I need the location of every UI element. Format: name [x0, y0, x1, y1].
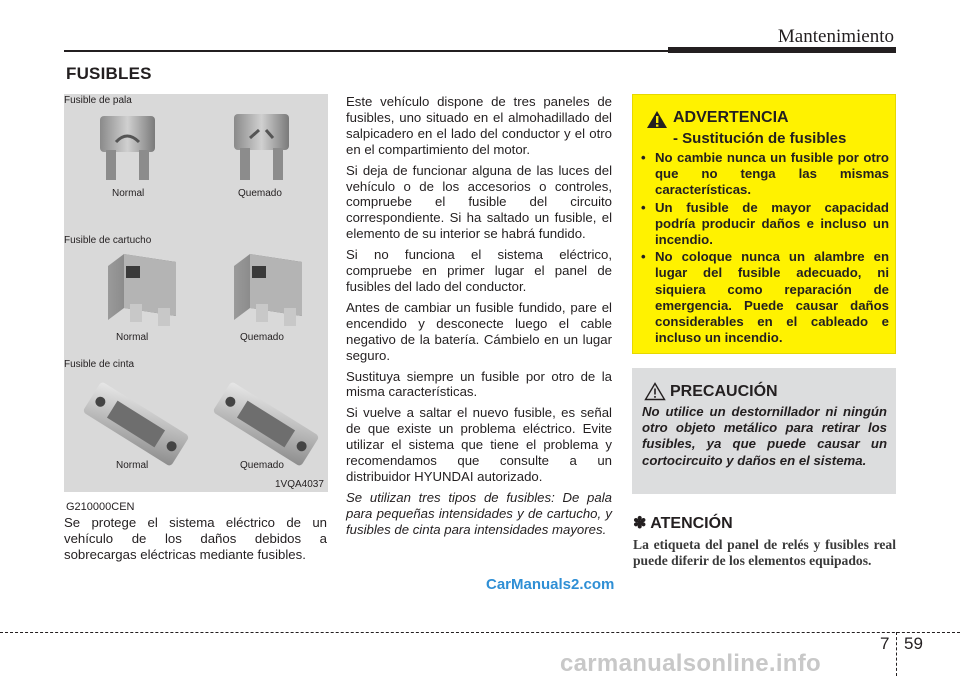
body-paragraph: Antes de cambiar un fusible fundido, pare el encendido y desconecte luego el cable negativo de la batería. Cámbielo en un lugar seguro.	[346, 299, 612, 363]
section-title: FUSIBLES	[66, 64, 152, 83]
watermark-link[interactable]: CarManuals2.com	[486, 576, 615, 593]
bullet: •	[641, 150, 646, 165]
ribbon-fuse-normal-icon	[82, 381, 189, 467]
body-paragraph: Si deja de funcionar alguna de las luces del vehículo o de los accesorios o controles, compruebe el fusible del circuito correspondiente. Si ha saltado un fusible, el elemento de su interior se habrá fundido.	[346, 162, 612, 242]
blade-fuse-normal-icon	[100, 116, 155, 180]
warning-subtitle: - Sustitución de fusibles	[673, 130, 847, 147]
footer-rule	[0, 632, 960, 633]
chapter-number: 7	[880, 634, 890, 653]
cartridge-normal-label: Normal	[116, 332, 149, 343]
warning-box	[632, 94, 896, 354]
fuse-types-note: Se utilizan tres tipos de fusibles: De pala para pequeñas intensidades y de cartucho, y fusibles de cinta para intensidades mayores.	[346, 489, 612, 537]
intro-paragraph: Se protege el sistema eléctrico de un vehículo de los daños debidos a sobrecargas eléctricas mediante fusibles.	[64, 515, 327, 562]
page-number: 59	[904, 634, 923, 653]
warning-triangle-icon	[646, 110, 668, 129]
caution-box	[632, 368, 896, 494]
intro-text	[64, 515, 327, 568]
ribbon-normal-label: Normal	[116, 460, 149, 471]
blade-normal-label: Normal	[112, 188, 145, 199]
body-paragraph: Este vehículo dispone de tres paneles de fusibles, uno situado en el almohadillado del salpicadero en el lado del conductor y el otro en el compartimiento del motor.	[346, 94, 612, 157]
cartridge-fuse-blown-icon	[234, 254, 302, 326]
page-separator	[896, 632, 897, 676]
body-paragraph: Si vuelve a saltar el nuevo fusible, es señal de que existe un problema eléctrico. Evite utilizar el sistema que tiene el problema y recomendamos que consulte a un distribuidor HYUNDAI autorizado.	[346, 405, 612, 484]
running-header: Mantenimiento	[777, 26, 894, 47]
caution-title: PRECAUCIÓN	[670, 383, 778, 400]
body-paragraph: Si no funciona el sistema eléctrico, compruebe en primer lugar el panel de fusibles del lado del conductor.	[346, 247, 612, 294]
blade-blown-label: Quemado	[238, 188, 282, 199]
cartridge-fuse-normal-icon	[108, 254, 176, 326]
note-text: La etiqueta del panel de relés y fusibles real puede diferir de los elementos equipados.	[633, 537, 896, 568]
ribbon-blown-label: Quemado	[240, 460, 284, 471]
warning-item: • No cambie nunca un fusible por otro que no tenga las mismas características.	[641, 150, 889, 198]
cartridge-blown-label: Quemado	[240, 332, 284, 343]
caution-text: No utilice un destornillador ni ningún otro objeto metálico para retirar los fusibles, ya que puede causar un cortocircuito y daños en el sistema.	[642, 404, 887, 468]
body-column	[346, 94, 612, 543]
header-rule-thick	[668, 47, 896, 53]
section-code: G210000CEN	[66, 501, 135, 513]
fuse-illustrations	[64, 94, 328, 492]
warning-item: • No coloque nunca un alambre en lugar del fusible adecuado, ni siquiera como reparación de emergencia. Puede causar daños considerables en el cableado e incluso un incendio.	[641, 249, 889, 346]
bullet: •	[641, 199, 646, 215]
warning-list	[641, 150, 889, 347]
warning-item: • Un fusible de mayor capacidad podría producir daños e incluso un incendio.	[641, 199, 889, 248]
ribbon-fuse-label: Fusible de cinta	[64, 359, 135, 370]
fuse-types-figure	[64, 94, 328, 492]
note-title: ✽ ATENCIÓN	[633, 515, 733, 532]
blade-fuse-label: Fusible de pala	[64, 95, 132, 106]
body-paragraph: Sustituya siempre un fusible por otro de la misma características.	[346, 368, 612, 400]
ribbon-fuse-blown-icon	[212, 381, 319, 467]
bullet: •	[641, 249, 646, 265]
warning-title: ADVERTENCIA	[673, 109, 789, 126]
blade-fuse-blown-icon	[234, 114, 289, 180]
footer-watermark: carmanualsonline.info	[560, 650, 822, 677]
caution-triangle-icon	[644, 382, 666, 401]
figure-reference: 1VQA4037	[275, 479, 324, 490]
cartridge-fuse-label: Fusible de cartucho	[64, 235, 152, 246]
header-rule	[64, 50, 668, 52]
